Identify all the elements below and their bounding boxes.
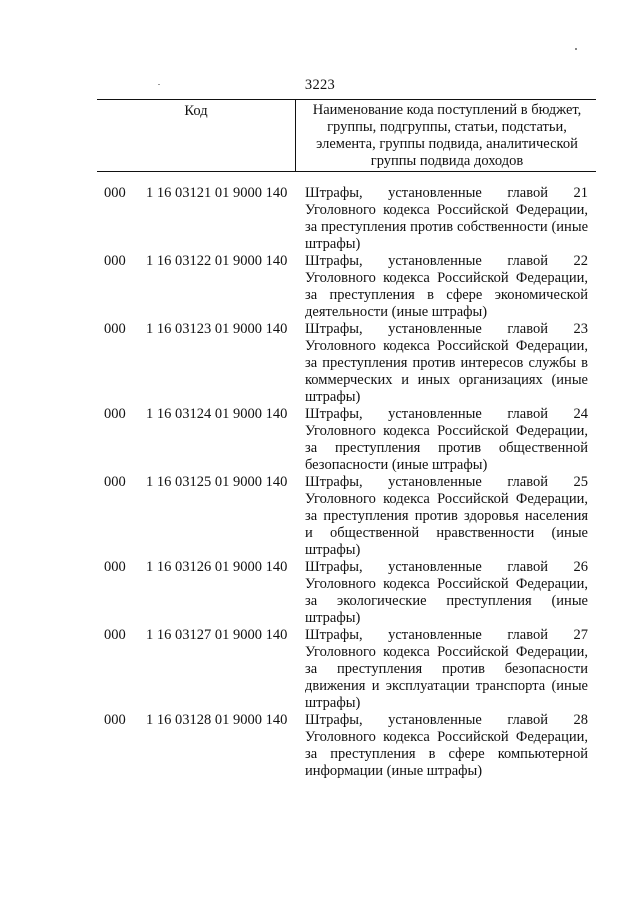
revenue-code-cell: 1 16 03124 01 9000 140 xyxy=(146,406,288,422)
admin-code-cell: 000 xyxy=(104,321,126,337)
revenue-code-cell: 1 16 03125 01 9000 140 xyxy=(146,474,288,490)
admin-code-cell: 000 xyxy=(104,406,126,422)
table-row xyxy=(0,712,640,780)
admin-code-cell: 000 xyxy=(104,712,126,728)
table-row xyxy=(0,559,640,627)
revenue-name-cell: Штрафы, установленные главой 26 Уголовного кодекса Российской Федерации, за экологические преступления (иные штрафы) xyxy=(305,559,588,626)
revenue-name-cell: Штрафы, установленные главой 22 Уголовного кодекса Российской Федерации, за преступления в сфере экономической деятельности (иные штрафы) xyxy=(305,253,588,320)
header-divider xyxy=(295,100,296,171)
table-row xyxy=(0,406,640,474)
table-row xyxy=(0,185,640,253)
revenue-name-cell: Штрафы, установленные главой 28 Уголовного кодекса Российской Федерации, за преступления в сфере компьютерной информации (иные штрафы) xyxy=(305,712,588,779)
revenue-code-cell: 1 16 03127 01 9000 140 xyxy=(146,627,288,643)
revenue-code-cell: 1 16 03121 01 9000 140 xyxy=(146,185,288,201)
revenue-code-cell: 1 16 03122 01 9000 140 xyxy=(146,253,288,269)
revenue-name-cell: Штрафы, установленные главой 21 Уголовного кодекса Российской Федерации, за преступления против собственности (иные штрафы) xyxy=(305,185,588,252)
header-code-label: Код xyxy=(184,103,208,119)
revenue-code-cell: 1 16 03126 01 9000 140 xyxy=(146,559,288,575)
admin-code-cell: 000 xyxy=(104,185,126,201)
revenue-code-cell: 1 16 03123 01 9000 140 xyxy=(146,321,288,337)
table-row xyxy=(0,474,640,559)
admin-code-cell: 000 xyxy=(104,474,126,490)
scan-speck xyxy=(575,48,577,50)
header-name-label: Наименование кода поступлений в бюджет, группы, подгруппы, статьи, подстатьи, элемента, группы подвида, аналитической группы подвида доходов xyxy=(312,102,582,169)
admin-code-cell: 000 xyxy=(104,559,126,575)
table-row xyxy=(0,253,640,321)
revenue-code-cell: 1 16 03128 01 9000 140 xyxy=(146,712,288,728)
table-row xyxy=(0,321,640,406)
admin-code-cell: 000 xyxy=(104,253,126,269)
revenue-name-cell: Штрафы, установленные главой 24 Уголовного кодекса Российской Федерации, за преступления против общественной безопасности (иные штрафы) xyxy=(305,406,588,473)
revenue-name-cell: Штрафы, установленные главой 23 Уголовного кодекса Российской Федерации, за преступления против интересов службы в коммерческих и иных организациях (иные штрафы) xyxy=(305,321,588,405)
page-number: 3223 xyxy=(304,77,336,93)
table-row xyxy=(0,627,640,712)
revenue-name-cell: Штрафы, установленные главой 27 Уголовного кодекса Российской Федерации, за преступления против безопасности движения и эксплуатации транспорта (иные штрафы) xyxy=(305,627,588,711)
revenue-name-cell: Штрафы, установленные главой 25 Уголовного кодекса Российской Федерации, за преступления против здоровья населения и общественной нравственности (иные штрафы) xyxy=(305,474,588,558)
table-header xyxy=(97,99,596,172)
table-body xyxy=(0,185,640,780)
admin-code-cell: 000 xyxy=(104,627,126,643)
